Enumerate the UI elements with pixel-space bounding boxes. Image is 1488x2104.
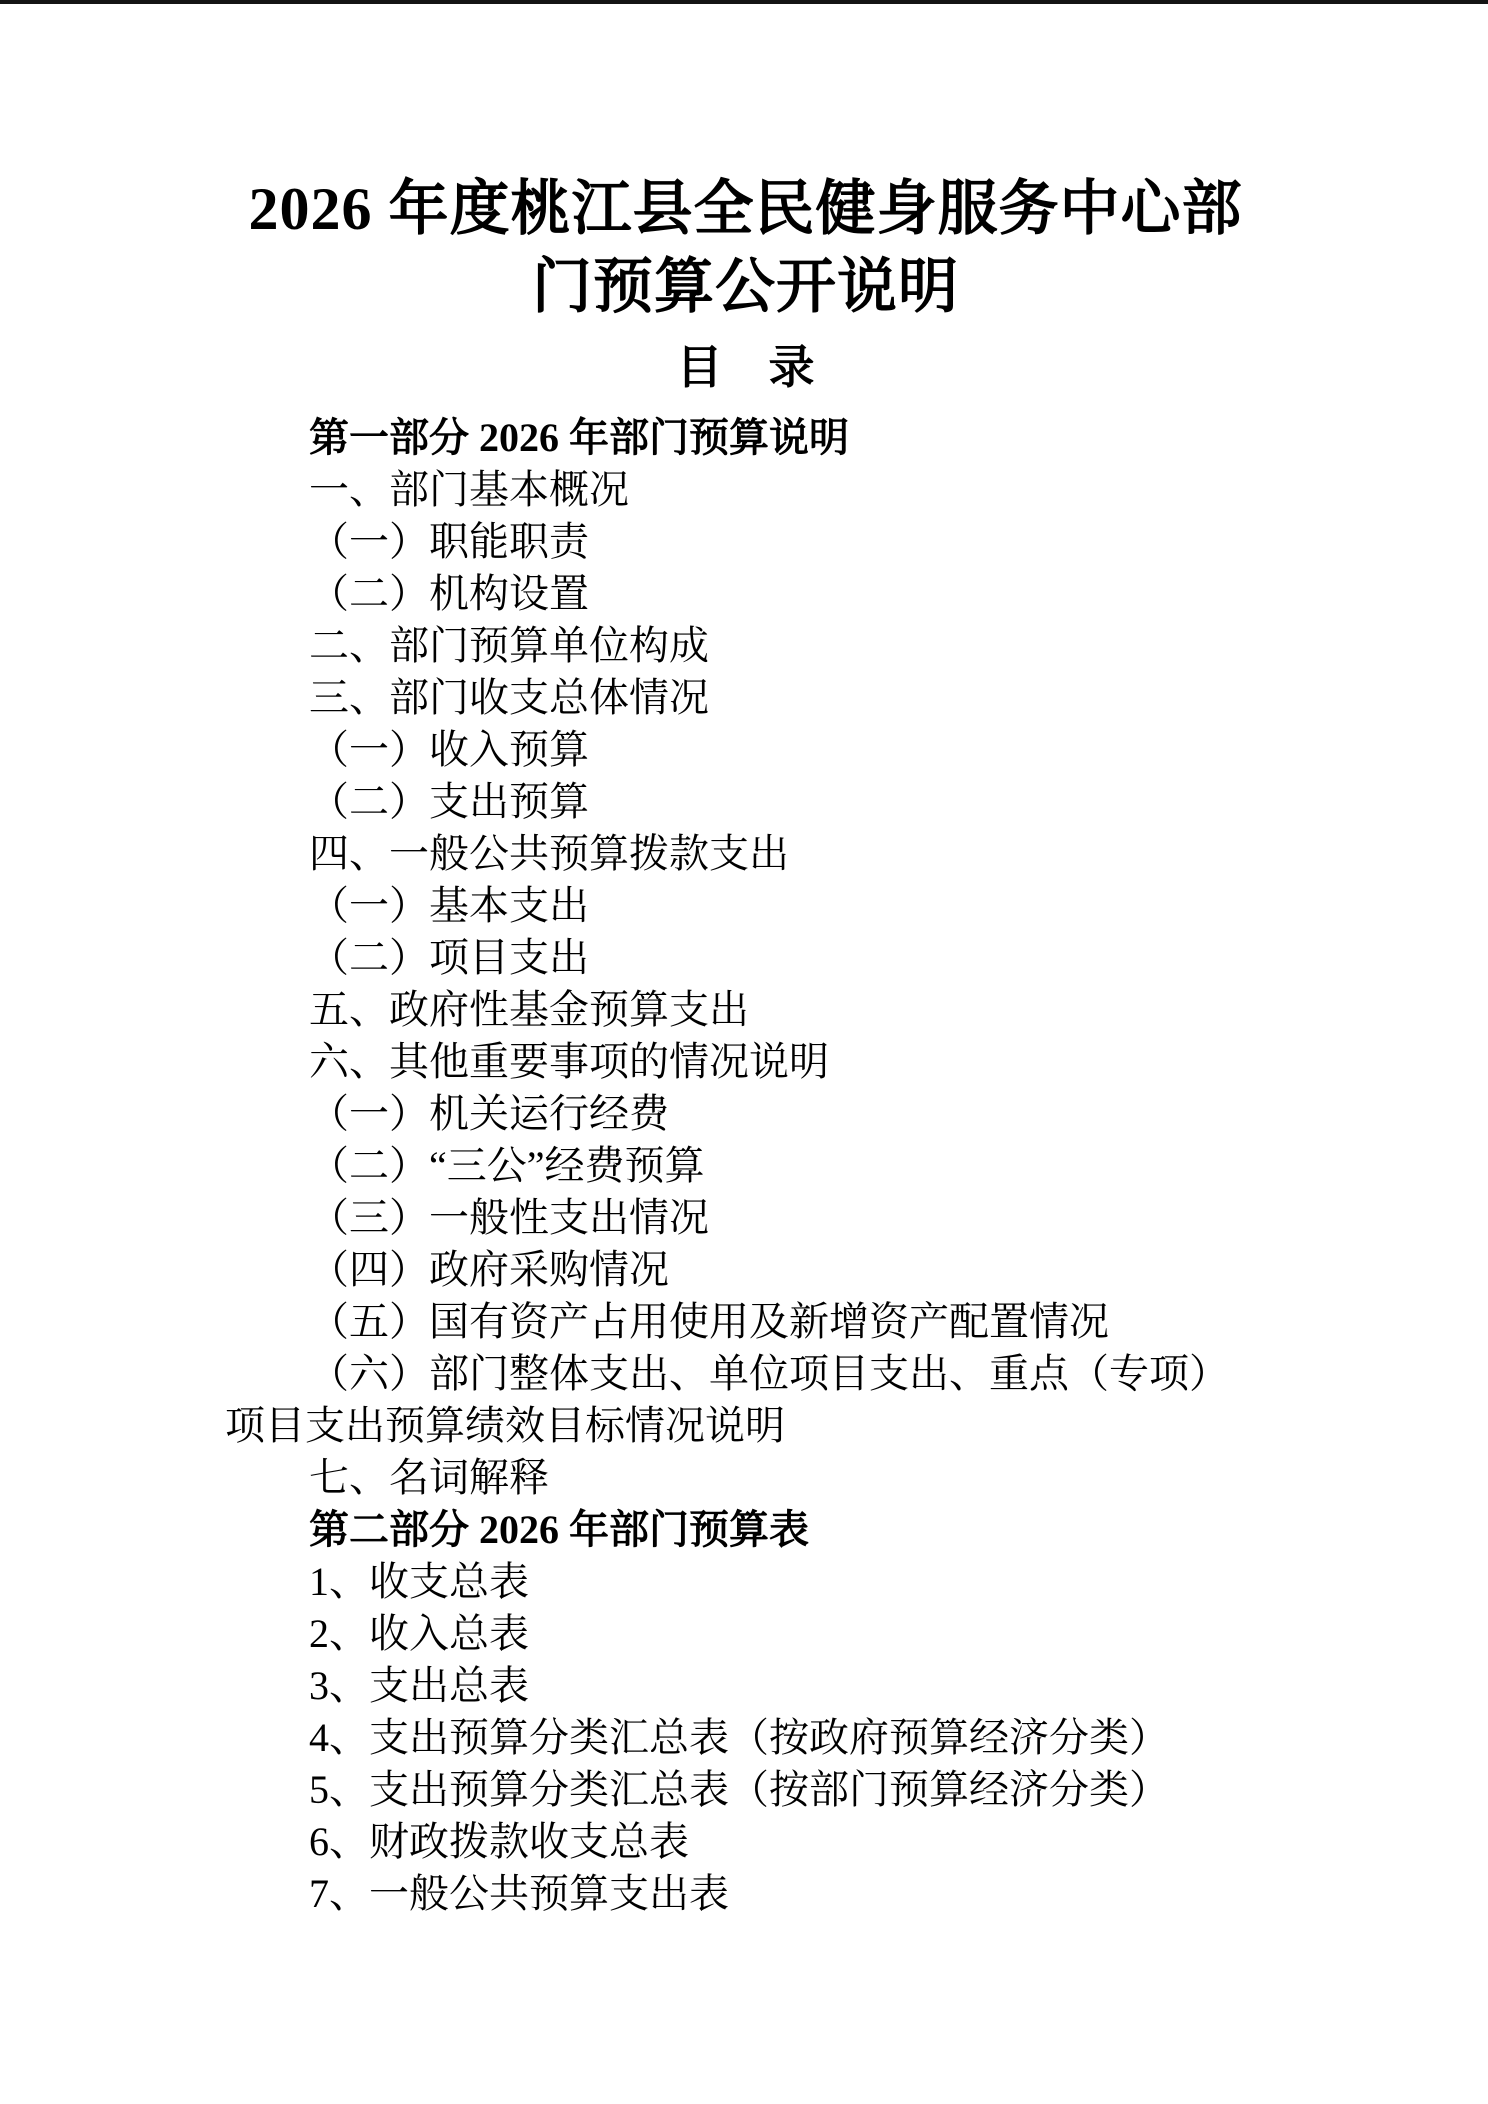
toc-item: 第二部分 2026 年部门预算表 [309, 1507, 809, 1552]
toc-item: 7、一般公共预算支出表 [309, 1871, 729, 1916]
toc-item: 一、部门基本概况 [309, 467, 629, 512]
toc-item: （二）项目支出 [309, 935, 589, 980]
toc-item: （一）收入预算 [309, 727, 589, 772]
toc-item: （六）部门整体支出、单位项目支出、重点（专项） [309, 1351, 1229, 1396]
toc-item: （五）国有资产占用使用及新增资产配置情况 [309, 1299, 1109, 1344]
toc-item: 1、收支总表 [309, 1559, 529, 1604]
toc-item: 三、部门收支总体情况 [309, 675, 709, 720]
toc-item: 五、政府性基金预算支出 [309, 987, 749, 1032]
toc-list [225, 412, 1266, 1920]
toc-item: （二）机构设置 [309, 571, 589, 616]
toc-item: 2、收入总表 [309, 1611, 529, 1656]
page-top-border [0, 0, 1488, 4]
toc-item: （四）政府采购情况 [309, 1247, 669, 1292]
toc-heading: 目 录 [676, 342, 815, 393]
toc-item: 七、名词解释 [309, 1455, 549, 1500]
toc-item: （一）机关运行经费 [309, 1091, 669, 1136]
toc-item: 5、支出预算分类汇总表（按部门预算经济分类） [309, 1767, 1169, 1812]
toc-item: （二）“三公”经费预算 [309, 1143, 705, 1188]
toc-item: （一）职能职责 [309, 519, 589, 564]
page-title [225, 170, 1266, 326]
toc-item: （二）支出预算 [309, 779, 589, 824]
toc-item: 6、财政拨款收支总表 [309, 1819, 689, 1864]
toc-item: 4、支出预算分类汇总表（按政府预算经济分类） [309, 1715, 1169, 1760]
toc-item: 3、支出总表 [309, 1663, 529, 1708]
toc-item: 项目支出预算绩效目标情况说明 [225, 1403, 785, 1448]
page-title-line-1: 2026 年度桃江县全民健身服务中心部 [248, 176, 1243, 242]
toc-item: （三）一般性支出情况 [309, 1195, 709, 1240]
toc-item: 二、部门预算单位构成 [309, 623, 709, 668]
toc-item: 第一部分 2026 年部门预算说明 [309, 415, 849, 460]
page-title-line-2: 门预算公开说明 [532, 254, 959, 320]
toc-item: 四、一般公共预算拨款支出 [309, 831, 789, 876]
toc-item: 六、其他重要事项的情况说明 [309, 1039, 829, 1084]
toc-item: （一）基本支出 [309, 883, 589, 928]
